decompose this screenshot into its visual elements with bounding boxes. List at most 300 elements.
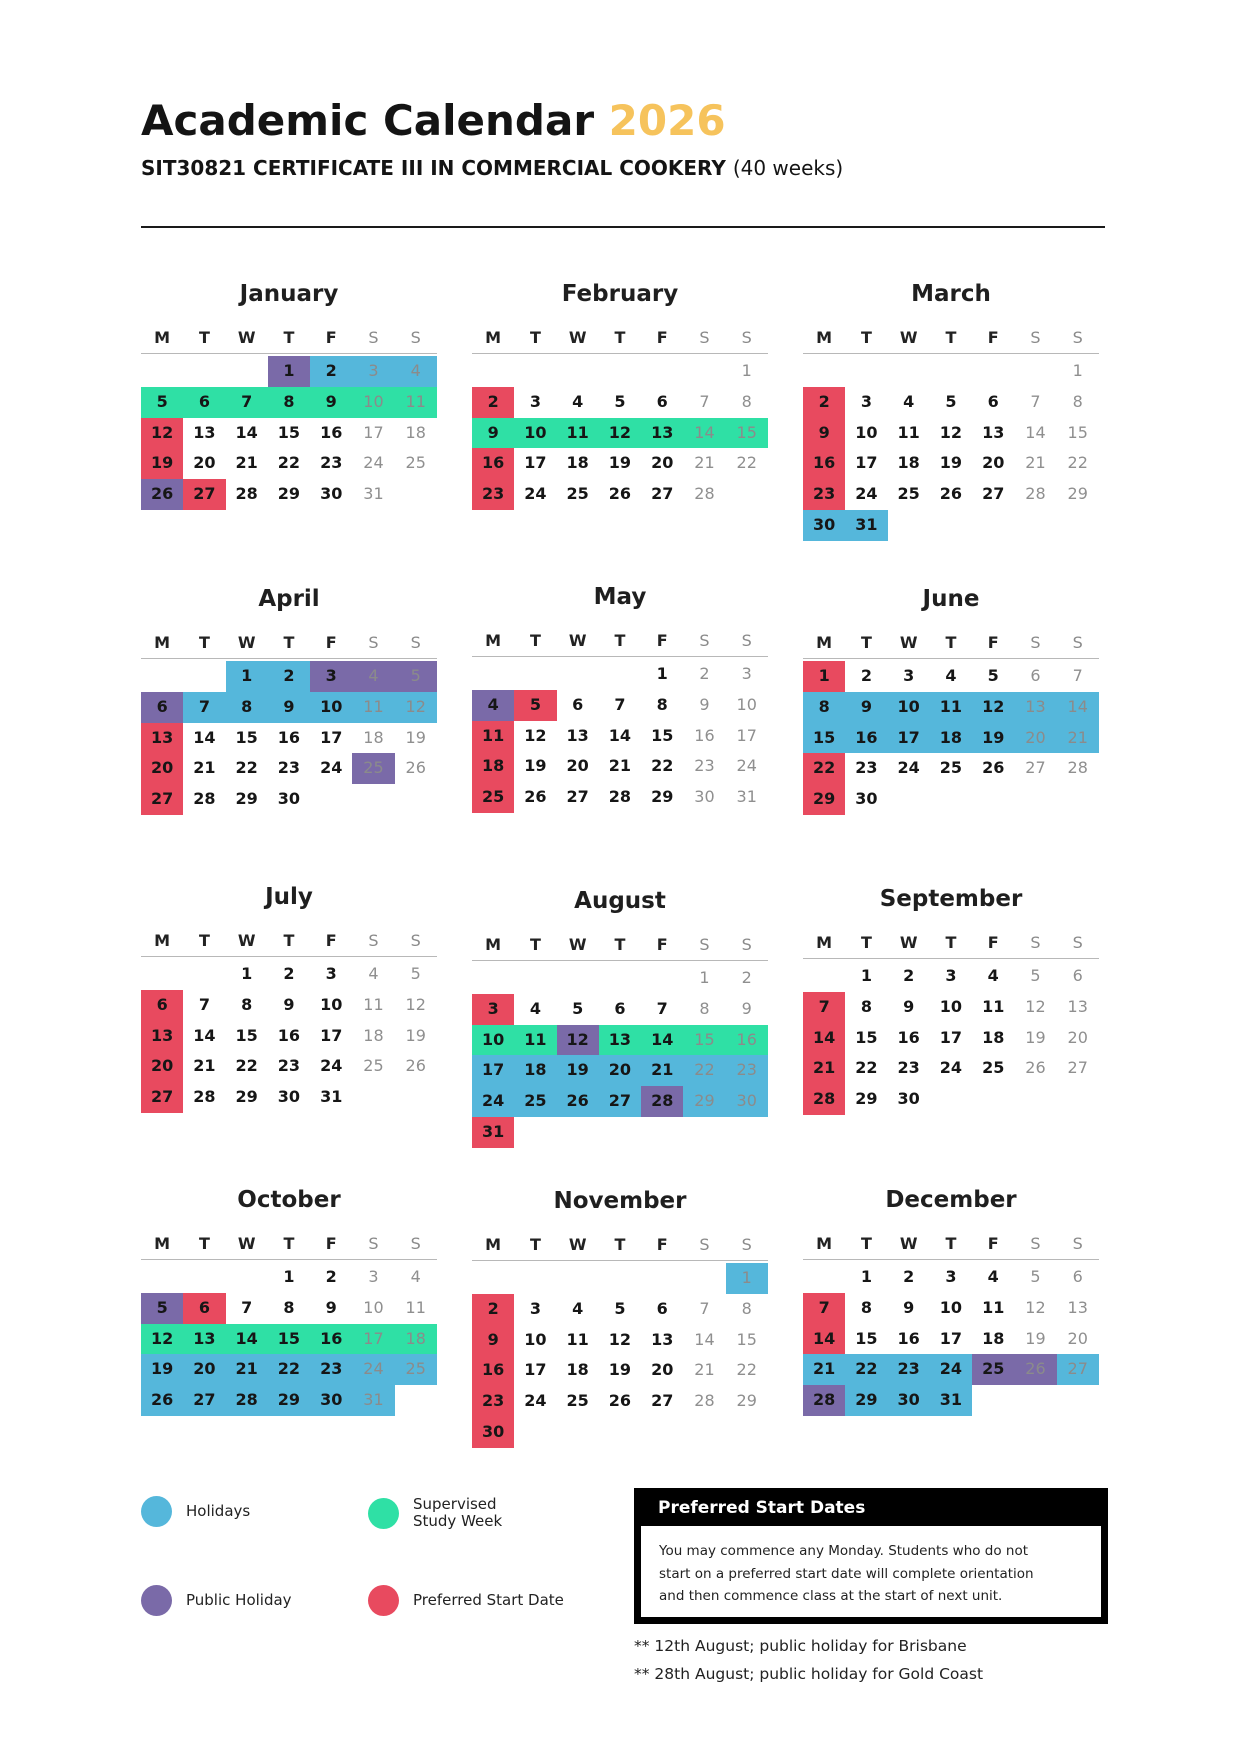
day-grid: [803, 961, 1099, 1115]
day-cell: 6: [656, 1298, 668, 1318]
day-cell: 24: [320, 758, 343, 778]
day-cell: 19: [524, 756, 547, 776]
weekday-label: S: [699, 935, 710, 954]
day-cell: 9: [845, 692, 887, 723]
weekday-header: [803, 928, 1099, 959]
day-cell: 29: [235, 789, 258, 809]
weekday-label: F: [987, 328, 999, 347]
day-cell: 9: [472, 418, 514, 449]
day-cell: 27: [599, 1086, 641, 1117]
day-cell: 21: [235, 453, 258, 473]
day-cell: 23: [855, 758, 878, 778]
day-cell: 8: [656, 694, 668, 714]
day-cell: 15: [855, 1027, 878, 1047]
day-cell: 7: [226, 387, 268, 418]
empty-cell: [141, 661, 183, 692]
empty-cell: [514, 659, 556, 690]
legend-study-week-label: [413, 1496, 502, 1530]
day-cell: 25: [472, 782, 514, 813]
day-cell: 14: [641, 1025, 683, 1056]
day-cell: 12: [599, 418, 641, 449]
day-cell: 7: [241, 1297, 253, 1317]
day-cell: 9: [903, 996, 915, 1016]
weekday-header: [472, 1230, 768, 1261]
day-cell: 12: [608, 1329, 632, 1349]
empty-cell: [599, 659, 641, 690]
day-cell: 17: [939, 1328, 963, 1348]
weekday-header: [141, 323, 437, 354]
day-cell: 21: [193, 1056, 216, 1076]
day-cell: 18: [472, 751, 514, 782]
weekday-label: S: [410, 633, 421, 652]
legend-holidays: [141, 1496, 250, 1527]
empty-cell: [683, 356, 725, 387]
day-cell: 12: [557, 1025, 599, 1056]
month-name: January: [239, 281, 339, 307]
day-cell: 9: [903, 1297, 915, 1317]
empty-cell: [845, 356, 887, 387]
empty-cell: [472, 356, 514, 387]
day-cell: 4: [945, 666, 957, 685]
legend-holidays-label: Holidays: [186, 1502, 251, 1520]
weekday-label: S: [368, 633, 379, 652]
day-cell: 28: [694, 484, 715, 504]
weekday-label: T: [860, 933, 872, 952]
day-cell: 12: [395, 692, 437, 723]
day-cell: 25: [405, 453, 426, 473]
day-cell: 20: [651, 453, 674, 473]
day-cell: 29: [683, 1086, 725, 1117]
day-cell: 13: [641, 418, 683, 449]
day-cell: 15: [726, 418, 768, 449]
day-cell: 8: [268, 387, 310, 418]
weekday-label: S: [368, 931, 379, 950]
day-cell: 11: [982, 996, 1005, 1016]
weekday-label: S: [410, 931, 421, 950]
weekday-label: M: [154, 328, 171, 347]
month-name: April: [258, 586, 320, 612]
weekday-label: S: [699, 328, 710, 347]
day-cell: 31: [472, 1117, 514, 1148]
day-cell: 16: [803, 448, 845, 479]
empty-cell: [557, 356, 599, 387]
day-cell: 31: [930, 1385, 972, 1416]
day-cell: 14: [193, 727, 216, 747]
day-cell: 5: [1030, 1267, 1041, 1286]
weekday-label: W: [237, 328, 256, 347]
day-cell: 11: [472, 721, 514, 752]
day-cell: 28: [641, 1086, 683, 1117]
weekday-label: W: [237, 931, 256, 950]
day-cell: 20: [1067, 1027, 1088, 1047]
weekday-label: M: [485, 935, 502, 954]
day-cell: 28: [803, 1084, 845, 1115]
day-cell: 11: [363, 994, 384, 1014]
day-cell: 6: [183, 1293, 225, 1324]
weekday-label: F: [987, 1234, 999, 1253]
day-cell: 23: [472, 479, 514, 510]
day-cell: 1: [226, 661, 268, 692]
day-cell: 5: [572, 998, 584, 1018]
legend-study-week-line2: Study Week: [413, 1512, 503, 1530]
day-cell: 13: [651, 1329, 674, 1349]
day-cell: 26: [608, 484, 632, 504]
day-cell: 1: [726, 1263, 768, 1294]
day-cell: 8: [241, 994, 253, 1014]
day-cell: 28: [235, 484, 258, 504]
day-cell: 1: [860, 966, 872, 985]
empty-cell: [472, 1263, 514, 1294]
day-cell: 21: [694, 453, 715, 473]
day-cell: 6: [572, 694, 584, 714]
weekday-label: S: [1072, 328, 1083, 347]
day-cell: 16: [320, 422, 343, 442]
day-cell: 19: [405, 727, 426, 747]
day-cell: 3: [903, 666, 915, 685]
day-cell: 15: [1067, 422, 1088, 442]
day-cell: 3: [368, 1267, 379, 1286]
day-cell: 16: [694, 725, 715, 745]
day-cell: 10: [736, 694, 757, 714]
empty-cell: [557, 659, 599, 690]
day-cell: 14: [226, 1324, 268, 1355]
day-cell: 26: [1014, 1354, 1056, 1385]
legend-public-holiday: [141, 1585, 292, 1616]
month-calendar: [803, 884, 1099, 1115]
day-cell: 29: [845, 1385, 887, 1416]
weekday-label: S: [1030, 328, 1041, 347]
weekday-label: T: [614, 328, 626, 347]
weekday-label: T: [529, 935, 541, 954]
weekday-label: S: [1030, 1234, 1041, 1253]
day-cell: 9: [310, 387, 352, 418]
day-cell: 12: [405, 994, 426, 1014]
day-cell: 21: [641, 1055, 683, 1086]
day-cell: 5: [1030, 966, 1041, 985]
day-cell: 3: [529, 1298, 541, 1318]
day-cell: 26: [141, 1385, 183, 1416]
day-cell: 5: [395, 661, 437, 692]
day-cell: 3: [945, 966, 957, 985]
day-cell: 4: [572, 1298, 584, 1318]
day-cell: 24: [352, 1354, 394, 1385]
month-name: June: [922, 586, 980, 612]
day-cell: 6: [987, 391, 999, 411]
day-cell: 23: [888, 1354, 930, 1385]
weekday-label: F: [325, 1234, 337, 1253]
month-name: October: [237, 1187, 341, 1213]
day-cell: 20: [193, 453, 216, 473]
month-name: August: [574, 888, 666, 914]
day-cell: 25: [352, 753, 394, 784]
day-cell: 13: [1067, 1297, 1088, 1317]
day-cell: 30: [277, 1087, 301, 1107]
weekday-label: W: [568, 328, 587, 347]
day-cell: 27: [1025, 758, 1046, 778]
course-duration: (40 weeks): [732, 156, 844, 180]
day-cell: 13: [982, 422, 1005, 442]
day-cell: 11: [405, 1297, 426, 1317]
day-cell: 13: [1067, 996, 1088, 1016]
day-cell: 14: [803, 1023, 845, 1054]
start-date-dot-icon: [368, 1585, 399, 1616]
day-cell: 3: [529, 391, 541, 411]
day-cell: 14: [1025, 422, 1046, 442]
weekday-label: T: [614, 631, 626, 650]
day-cell: 26: [982, 758, 1005, 778]
day-cell: 4: [395, 356, 437, 387]
weekday-label: T: [945, 633, 957, 652]
weekday-label: T: [860, 1234, 872, 1253]
day-cell: 23: [277, 758, 301, 778]
day-cell: 30: [320, 484, 343, 504]
empty-cell: [141, 959, 183, 990]
day-cell: 1: [1072, 361, 1083, 380]
day-cell: 20: [183, 1354, 225, 1385]
empty-cell: [930, 356, 972, 387]
day-cell: 20: [566, 756, 589, 776]
day-cell: 23: [310, 1354, 352, 1385]
weekday-label: S: [741, 1235, 752, 1254]
empty-cell: [557, 963, 599, 994]
day-cell: 29: [803, 784, 845, 815]
weekday-header: [472, 323, 768, 354]
day-cell: 29: [855, 1089, 878, 1109]
day-cell: 29: [736, 1391, 757, 1411]
day-cell: 10: [524, 1329, 547, 1349]
month-name: March: [911, 281, 991, 307]
weekday-label: M: [154, 931, 171, 950]
preferred-start-line: and then commence class at the start of next unit.: [659, 1588, 1003, 1604]
weekday-label: T: [198, 633, 210, 652]
day-cell: 22: [235, 758, 258, 778]
weekday-label: T: [529, 1235, 541, 1254]
empty-cell: [514, 356, 556, 387]
day-cell: 22: [683, 1055, 725, 1086]
month-name: September: [879, 886, 1023, 912]
day-cell: 10: [310, 692, 352, 723]
day-cell: 19: [1025, 1328, 1046, 1348]
day-cell: 11: [557, 418, 599, 449]
weekday-header: [141, 926, 437, 957]
day-cell: 23: [897, 1058, 920, 1078]
day-cell: 18: [363, 727, 384, 747]
day-cell: 14: [683, 418, 725, 449]
day-cell: 1: [656, 664, 668, 683]
weekday-label: S: [1072, 1234, 1083, 1253]
empty-cell: [803, 961, 845, 992]
weekday-label: M: [485, 1235, 502, 1254]
weekday-header: [141, 1229, 437, 1260]
day-cell: 1: [741, 361, 752, 380]
day-cell: 17: [363, 422, 384, 442]
weekday-label: S: [741, 328, 752, 347]
day-cell: 6: [141, 692, 183, 723]
month-name: November: [553, 1188, 687, 1214]
day-cell: 17: [855, 453, 878, 473]
day-cell: 18: [982, 1027, 1005, 1047]
weekday-label: T: [945, 328, 957, 347]
weekday-label: M: [816, 633, 833, 652]
day-grid: [141, 661, 437, 815]
day-cell: 8: [699, 998, 710, 1018]
day-cell: 10: [939, 1297, 963, 1317]
day-cell: 2: [472, 1294, 514, 1325]
day-cell: 7: [614, 694, 626, 714]
weekday-label: T: [945, 933, 957, 952]
day-cell: 15: [235, 1025, 258, 1045]
day-cell: 26: [141, 479, 183, 510]
month-name: December: [885, 1187, 1017, 1213]
header-divider: [141, 226, 1105, 228]
day-cell: 29: [268, 1385, 310, 1416]
day-cell: 18: [514, 1055, 556, 1086]
day-cell: 13: [183, 1324, 225, 1355]
day-cell: 27: [982, 484, 1005, 504]
day-grid: [472, 659, 768, 813]
day-cell: 30: [803, 510, 845, 541]
weekday-label: T: [945, 1234, 957, 1253]
day-grid: [141, 959, 437, 1113]
month-calendar: [472, 886, 768, 1148]
empty-cell: [641, 963, 683, 994]
day-cell: 10: [888, 692, 930, 723]
day-cell: 22: [1067, 453, 1088, 473]
day-cell: 9: [472, 1325, 514, 1356]
weekday-label: F: [325, 328, 337, 347]
day-cell: 14: [803, 1324, 845, 1355]
day-cell: 22: [855, 1058, 878, 1078]
day-cell: 19: [141, 1354, 183, 1385]
day-cell: 10: [363, 1297, 384, 1317]
day-cell: 6: [656, 391, 668, 411]
day-cell: 15: [683, 1025, 725, 1056]
holiday-dot-icon: [141, 1496, 172, 1527]
weekday-label: S: [1030, 633, 1041, 652]
day-cell: 21: [1025, 453, 1046, 473]
day-cell: 18: [395, 1324, 437, 1355]
day-cell: 4: [352, 661, 394, 692]
day-cell: 22: [268, 1354, 310, 1385]
day-cell: 4: [368, 964, 379, 983]
day-cell: 18: [405, 422, 426, 442]
day-cell: 22: [803, 753, 845, 784]
weekday-label: F: [656, 935, 668, 954]
day-cell: 6: [614, 998, 626, 1018]
day-cell: 7: [1030, 391, 1041, 411]
day-cell: 11: [395, 387, 437, 418]
day-grid: [472, 963, 768, 1148]
day-cell: 19: [557, 1055, 599, 1086]
day-cell: 26: [405, 758, 426, 778]
day-cell: 30: [694, 787, 715, 807]
day-cell: 15: [736, 1329, 757, 1349]
day-cell: 8: [741, 391, 752, 411]
weekday-label: T: [283, 931, 295, 950]
day-cell: 28: [193, 1087, 216, 1107]
day-cell: 13: [193, 422, 216, 442]
weekday-label: T: [283, 1234, 295, 1253]
day-cell: 28: [226, 1385, 268, 1416]
day-cell: 17: [320, 1025, 343, 1045]
day-cell: 27: [1057, 1354, 1099, 1385]
weekday-label: S: [1072, 633, 1083, 652]
day-cell: 21: [608, 756, 632, 776]
day-cell: 26: [939, 484, 963, 504]
day-cell: 11: [897, 422, 920, 442]
day-cell: 22: [235, 1056, 258, 1076]
day-cell: 12: [972, 692, 1014, 723]
weekday-label: T: [614, 935, 626, 954]
day-cell: 16: [472, 1355, 514, 1386]
day-cell: 11: [566, 1329, 589, 1349]
day-cell: 5: [141, 387, 183, 418]
day-cell: 30: [888, 1385, 930, 1416]
empty-cell: [514, 1263, 556, 1294]
day-cell: 8: [803, 692, 845, 723]
day-cell: 28: [1067, 758, 1088, 778]
day-grid: [472, 1263, 768, 1448]
day-cell: 10: [514, 418, 556, 449]
day-cell: 23: [277, 1056, 301, 1076]
day-cell: 30: [726, 1086, 768, 1117]
weekday-label: M: [154, 1234, 171, 1253]
day-cell: 3: [352, 356, 394, 387]
day-cell: 28: [694, 1391, 715, 1411]
weekday-label: W: [568, 935, 587, 954]
day-cell: 5: [987, 666, 999, 685]
weekday-label: S: [410, 328, 421, 347]
month-calendar: [803, 1185, 1099, 1416]
day-grid: [803, 356, 1099, 541]
day-cell: 13: [141, 1021, 183, 1052]
day-cell: 6: [141, 990, 183, 1021]
day-cell: 21: [226, 1354, 268, 1385]
day-cell: 4: [903, 391, 915, 411]
weekday-label: T: [283, 328, 295, 347]
day-cell: 11: [352, 692, 394, 723]
day-cell: 7: [198, 994, 210, 1014]
legend-study-week: [368, 1496, 502, 1530]
day-cell: 16: [310, 1324, 352, 1355]
day-cell: 24: [930, 1354, 972, 1385]
weekday-label: T: [860, 328, 872, 347]
legend-start-date: [368, 1585, 564, 1616]
month-name: May: [593, 584, 647, 610]
weekday-label: S: [410, 1234, 421, 1253]
empty-cell: [599, 356, 641, 387]
preferred-start-line: You may commence any Monday. Students who do not: [659, 1543, 1029, 1559]
day-cell: 15: [235, 727, 258, 747]
day-cell: 25: [395, 1354, 437, 1385]
day-cell: 22: [736, 453, 757, 473]
course-name: SIT30821 CERTIFICATE III IN COMMERCIAL COOKERY: [141, 156, 726, 180]
day-cell: 24: [855, 484, 878, 504]
empty-cell: [514, 963, 556, 994]
weekday-label: T: [198, 931, 210, 950]
day-cell: 2: [741, 968, 752, 987]
weekday-label: M: [154, 633, 171, 652]
day-cell: 7: [803, 992, 845, 1023]
day-cell: 24: [472, 1086, 514, 1117]
day-cell: 19: [141, 448, 183, 479]
day-cell: 23: [694, 756, 715, 776]
day-cell: 31: [845, 510, 887, 541]
day-cell: 24: [320, 1056, 343, 1076]
empty-cell: [1014, 356, 1056, 387]
day-cell: 12: [939, 422, 963, 442]
month-calendar: [472, 279, 768, 510]
